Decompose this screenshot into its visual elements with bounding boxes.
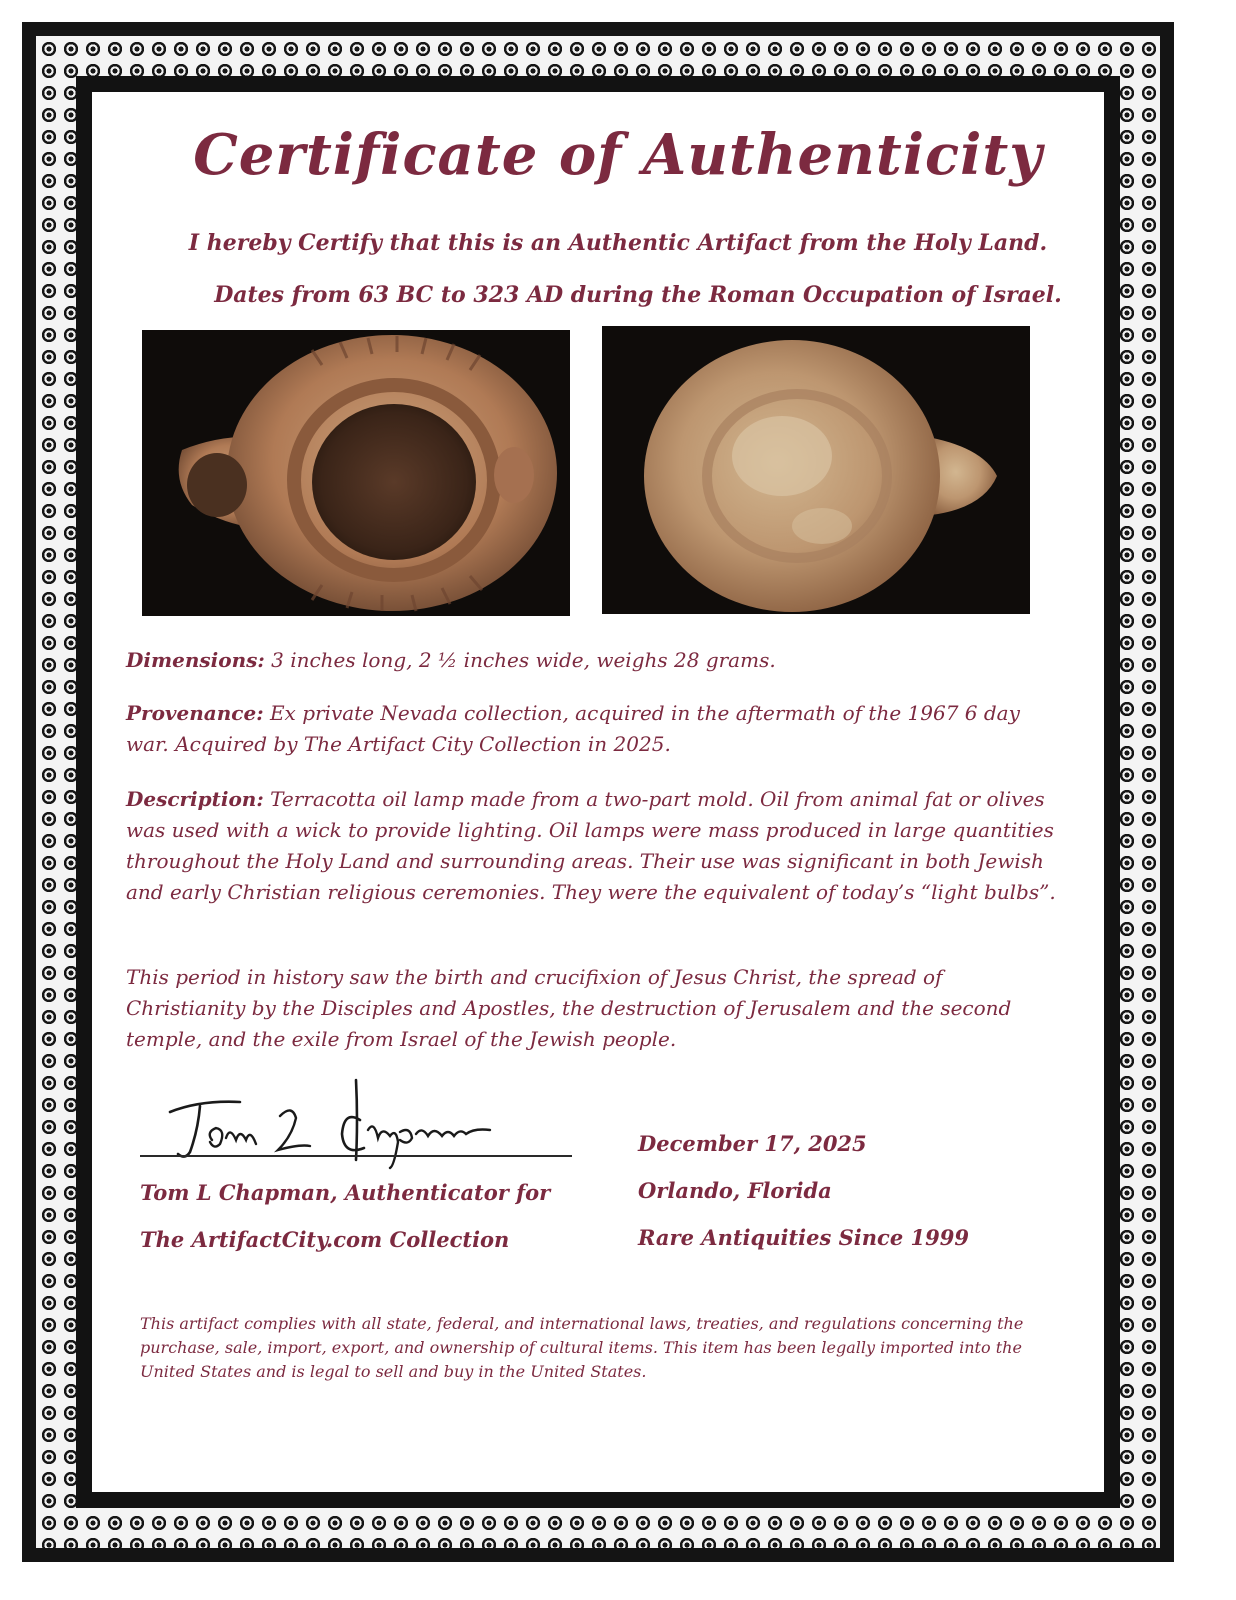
certificate-date: December 17, 2025 [638,1131,867,1156]
oil-lamp-top-image [142,330,570,616]
oil-lamp-bottom-photo [602,326,1030,614]
signature-line [140,1155,572,1157]
provenance-paragraph [126,698,1066,760]
description-label: Description: [126,787,264,811]
description-text: Terracotta oil lamp made from a two-part mold. Oil from animal fat or olives was used with a wick to provide lighting. Oil lamps were mass produced in large quantities throughout the Holy Land and surrounding areas. Their use was significant in both Jewish and early Christian religious ceremonies. They were the equivalent of today’s “light bulbs”. [126,787,1056,904]
business-tagline: Rare Antiquities Since 1999 [638,1225,969,1250]
oil-lamp-bottom-image [602,326,1030,614]
history-paragraph: This period in history saw the birth and crucifixion of Jesus Christ, the spread of Christianity by the Disciples and Apostles, the destruction of Jerusalem and the second temple, and the exile from Israel of the Jewish people. [126,965,1012,1051]
certification-statement: I hereby Certify that this is an Authentic Artifact from the Holy Land. [188,230,1048,256]
certificate-location: Orlando, Florida [638,1178,832,1203]
collection-name: The ArtifactCity.com Collection [140,1227,510,1252]
dimensions-text: 3 inches long, 2 ½ inches wide, weighs 28 grams. [264,648,776,672]
oil-lamp-top-photo [142,330,570,616]
date-range-statement: Dates from 63 BC to 323 AD during the Roman Occupation of Israel. [214,282,1062,308]
authenticator-name: Tom L Chapman, Authenticator for [140,1180,551,1205]
provenance-label: Provenance: [126,701,264,725]
description-paragraph [126,784,1066,908]
dimensions-label: Dimensions: [126,648,265,672]
dimensions-paragraph [126,645,1066,676]
provenance-text: Ex private Nevada collection, acquired in the aftermath of the 1967 6 day war. Acquired by The Artifact City Collection in 2025. [126,701,1020,756]
legal-compliance-statement: This artifact complies with all state, federal, and international laws, treaties, and regulations concerning the purchase, sale, import, export, and ownership of cultural items. This item has been legally imported into the United States and is legal to sell and buy in the United States. [140,1314,1024,1381]
certificate-title: Certificate of Authenticity [193,122,1043,188]
